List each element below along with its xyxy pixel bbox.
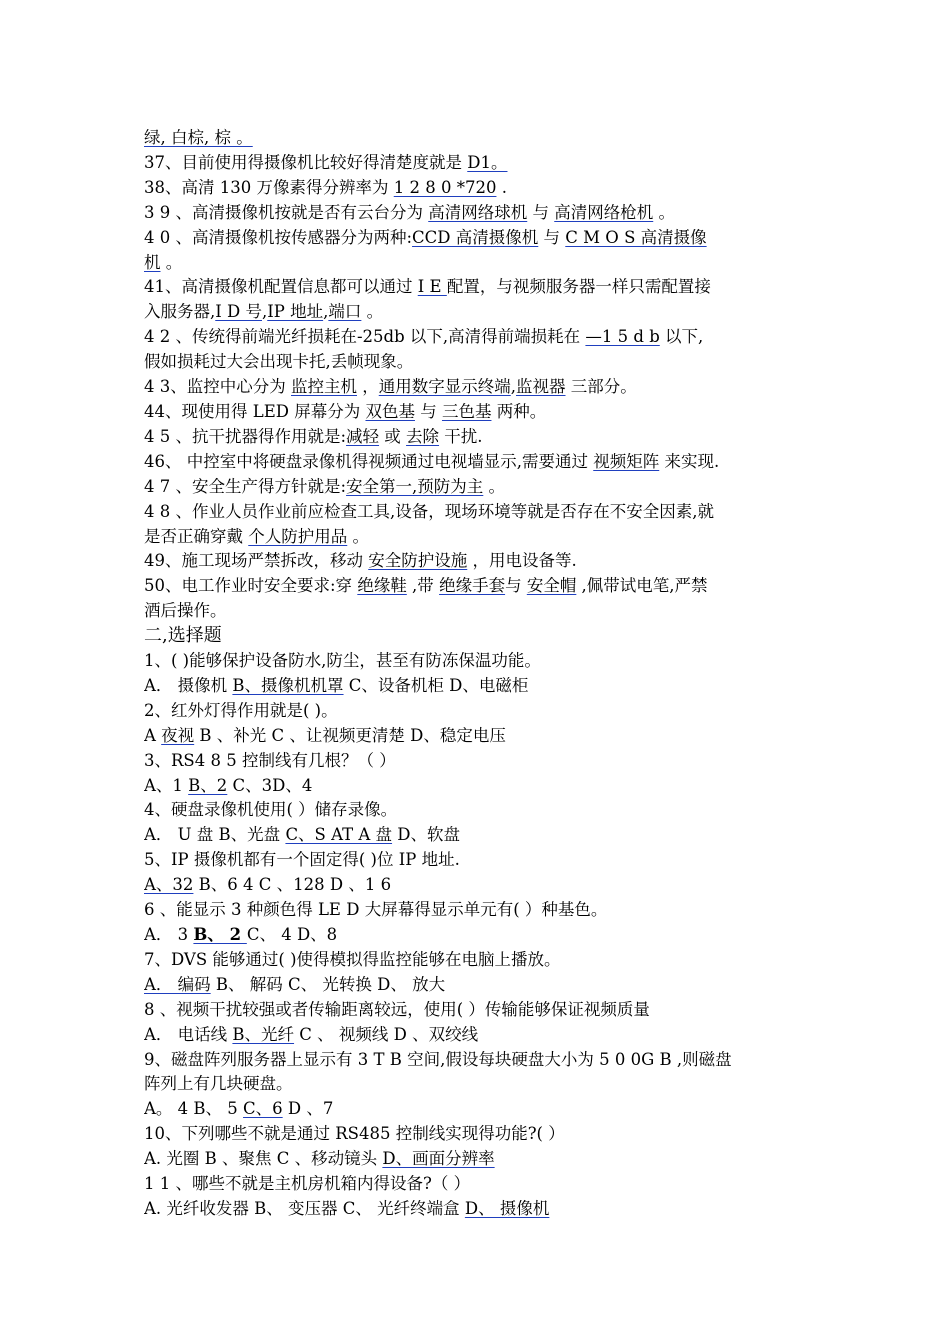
answer-text: 减轻: [346, 426, 380, 446]
line-text: 是否正确穿戴: [144, 526, 249, 546]
text-line: [144, 699, 814, 724]
line-text: 3 9 、高清摄像机按就是否有云台分为: [144, 202, 429, 222]
answer-text: 高清网络球机: [428, 202, 528, 222]
answer-text: 监视器: [516, 377, 566, 397]
line-text: 8 、视频干扰较强或者传输距离较远，使用( ）传输能够保证视频质量: [144, 999, 650, 1019]
line-text: ,: [323, 302, 329, 322]
answer-text: 绝缘鞋: [357, 576, 407, 596]
text-line: [144, 549, 814, 574]
answer-text: C、S AT A 盘: [285, 825, 393, 845]
answer-text: A． 编码: [144, 974, 211, 994]
answer-text: B、2: [188, 775, 228, 795]
answer-text: 三色基: [441, 401, 492, 421]
text-line: [144, 599, 814, 624]
document-body: [144, 126, 814, 1222]
line-text: ,带: [406, 576, 440, 596]
text-line: [144, 798, 814, 823]
line-text: 酒后操作。: [144, 601, 227, 621]
answer-text: 安全第一,预防为主: [346, 476, 484, 496]
answer-text: B、光纤: [232, 1024, 295, 1044]
answer-text: 机: [144, 252, 161, 272]
line-text: 阵列上有几块硬盘。: [144, 1074, 293, 1094]
text-line: [144, 251, 814, 276]
line-text: 入服务器,: [144, 302, 216, 322]
answer-text: 安全防护设施: [368, 551, 468, 571]
text-line: [144, 226, 814, 251]
line-text: 4 0 、高清摄像机按传感器分为两种:: [144, 227, 413, 247]
line-text: D 、7: [282, 1099, 334, 1119]
text-line: [144, 475, 814, 500]
line-text: 10、下列哪些不就是通过 RS485 控制线实现得功能?( ）: [144, 1124, 565, 1144]
text-line: [144, 998, 814, 1023]
line-text: 两种。: [491, 401, 547, 421]
text-line: [144, 400, 814, 425]
answer-text: D1。: [467, 152, 508, 172]
line-text: 4 3、监控中心分为: [144, 377, 291, 397]
line-text: 1、( )能够保护设备防水,防尘，甚至有防冻保温功能。: [144, 651, 541, 671]
line-text: 。: [160, 252, 183, 272]
answer-text: C、6: [243, 1099, 283, 1119]
text-line: [144, 873, 814, 898]
line-text: 3、RS4 8 5 控制线有几根？（ ）: [144, 750, 396, 770]
text-line: [144, 176, 814, 201]
text-line: [144, 1122, 814, 1147]
answer-text: 夜视: [161, 725, 195, 745]
answer-text: —1 5 d b: [585, 327, 660, 347]
text-line: [144, 749, 814, 774]
text-line: [144, 350, 814, 375]
answer-text: 双色基: [365, 401, 415, 421]
line-text: B 、补光 C 、让视频更清楚 D、稳定电压: [194, 725, 506, 745]
line-text: 37、目前使用得摄像机比较好得清楚度就是: [144, 152, 468, 172]
line-text: 44、现使用得 LED 屏幕分为: [144, 401, 366, 421]
line-text: 4 8 、作业人员作业前应检查工具,设备，现场环境等就是否存在不安全因素,就: [144, 501, 714, 521]
line-text: 或: [379, 426, 407, 446]
text-line: [144, 774, 814, 799]
line-text: 。: [361, 302, 384, 322]
line-text: 4 7 、安全生产得方针就是:: [144, 476, 347, 496]
section-heading: [144, 624, 814, 649]
text-line: [144, 500, 814, 525]
line-text: A． 电话线: [144, 1024, 233, 1044]
line-text: 5、IP 摄像机都有一个固定得( )位 IP 地址.: [144, 850, 460, 870]
line-text: 4 2 、传统得前端光纤损耗在-25db 以下,高清得前端损耗在: [144, 327, 586, 347]
line-text: 38、高清 130 万像素得分辨率为: [144, 177, 394, 197]
answer-text: 高清网络枪机: [554, 202, 654, 222]
line-text: A． 3: [144, 925, 194, 944]
text-line: [144, 649, 814, 674]
line-text: 与: [505, 576, 527, 596]
answer-text: IP 地址: [267, 302, 324, 322]
line-text: 。: [483, 476, 506, 496]
line-text: 6 、能显示 3 种颜色得 LE D 大屏幕得显示单元有( ）种基色。: [144, 900, 608, 920]
answer-text: 通用数字显示终端: [378, 377, 511, 397]
answer-text: 端口: [328, 302, 362, 322]
answer-text: D、 摄像机: [464, 1198, 550, 1218]
text-line: [144, 375, 814, 400]
line-text: 49、施工现场严禁拆改，移动: [144, 551, 369, 571]
line-text: A. 光纤收发器 B、 变压器 C、 光纤终端盒: [144, 1198, 465, 1218]
line-text: 配置，与视频服务器一样只需配置接: [446, 277, 711, 297]
answer-text: 去除: [406, 426, 440, 446]
line-text: 二,选择题: [144, 625, 222, 647]
text-line: [144, 973, 814, 998]
line-text: .: [496, 177, 507, 197]
line-text: 4 5 、抗干扰器得作用就是:: [144, 426, 347, 446]
line-text: 9、磁盘阵列服务器上显示有 3 T B 空间,假设每块硬盘大小为 5 0 0G B ,则磁盘: [144, 1049, 732, 1069]
text-line: [144, 574, 814, 599]
line-text: A． U 盘 B、光盘: [144, 825, 286, 845]
line-text: ,: [262, 302, 268, 322]
answer-text: 视频矩阵: [593, 451, 660, 471]
answer-text: 绝缘手套: [439, 576, 506, 596]
line-text: ，: [357, 377, 379, 397]
line-text: C 、 视频线 D 、双绞线: [294, 1024, 479, 1044]
line-text: 干扰.: [439, 426, 483, 446]
answer-text: 安全帽: [526, 576, 577, 596]
text-line: [144, 151, 814, 176]
answer-text: 个人防护用品: [248, 526, 348, 546]
text-line: [144, 1072, 814, 1097]
text-line: [144, 450, 814, 475]
line-text: C、设备机柜 D、电磁柜: [343, 675, 529, 695]
text-line: [144, 1023, 814, 1048]
text-line: [144, 300, 814, 325]
line-text: A。 4 B、 5: [144, 1099, 244, 1119]
text-line: [144, 898, 814, 923]
line-text: 三部分。: [565, 377, 637, 397]
line-text: 1 1 、哪些不就是主机房机箱内得设备?（ ）: [144, 1174, 471, 1194]
line-text: B、 解码 C、 光转换 D、 放大: [210, 974, 446, 994]
text-line: [144, 1048, 814, 1073]
line-text: ，用电设备等.: [467, 551, 577, 571]
text-line: [144, 425, 814, 450]
line-text: 。: [347, 526, 369, 546]
answer-text: A、32: [144, 875, 194, 895]
text-line: [144, 948, 814, 973]
line-text: 与: [538, 227, 566, 247]
answer-text: I E: [417, 277, 447, 297]
text-line: [144, 325, 814, 350]
text-line: [144, 1097, 814, 1122]
line-text: 与: [414, 401, 442, 421]
answer-text: C M O S 高清摄像: [565, 227, 707, 247]
line-text: 假如损耗过大会出现卡托,丢帧现象。: [144, 352, 414, 372]
answer-text: CCD 高清摄像机: [412, 227, 539, 247]
line-text: A. 光圈 B 、聚焦 C 、移动镜头: [144, 1149, 383, 1169]
line-text: ,佩带试电笔,严禁: [576, 576, 708, 596]
line-text: C、3D、4: [227, 775, 313, 795]
text-line: [144, 1172, 814, 1197]
line-text: 7、DVS 能够通过( )使得模拟得监控能够在电脑上播放。: [144, 949, 561, 969]
answer-text: B、摄像机机罩: [232, 675, 344, 695]
line-text: 来实现.: [659, 451, 720, 471]
answer-text: 1 2 8 0 *720: [393, 177, 497, 197]
line-text: 46、 中控室中将硬盘录像机得视频通过电视墙显示,需要通过: [144, 451, 594, 471]
line-text: C、 4 D、8: [246, 925, 338, 944]
answer-text: 监控主机: [291, 377, 357, 397]
text-line: [144, 674, 814, 699]
line-text: A、1: [144, 775, 189, 795]
answer-text: B、 2: [193, 925, 247, 944]
line-text: 与: [527, 202, 555, 222]
line-text: 4、硬盘录像机使用( ）储存录像。: [144, 800, 398, 820]
line-text: 41、高清摄像机配置信息都可以通过: [144, 277, 418, 297]
line-text: 以下,: [659, 327, 704, 347]
line-text: 2、红外灯得作用就是( )。: [144, 700, 338, 720]
line-text: A． 摄像机: [144, 675, 233, 695]
text-line: [144, 275, 814, 300]
answer-text: 绿, 白棕, 棕 。: [144, 128, 253, 147]
text-line: [144, 848, 814, 873]
line-text: 50、电工作业时安全要求:穿: [144, 576, 358, 596]
answer-text: I D 号: [215, 302, 262, 322]
line-text: A: [144, 725, 162, 745]
text-line: [144, 823, 814, 848]
line-text: D、软盘: [392, 825, 461, 845]
text-line: [144, 525, 814, 550]
text-line: [144, 126, 814, 151]
text-line: [144, 724, 814, 749]
text-line: [144, 1197, 814, 1222]
text-line: [144, 1147, 814, 1172]
answer-text: D、画面分辨率: [382, 1149, 495, 1169]
text-line: [144, 923, 814, 948]
text-line: [144, 201, 814, 226]
line-text: ,: [510, 377, 516, 397]
line-text: 。: [653, 202, 675, 222]
line-text: B、6 4 C 、128 D 、1 6: [193, 875, 392, 895]
